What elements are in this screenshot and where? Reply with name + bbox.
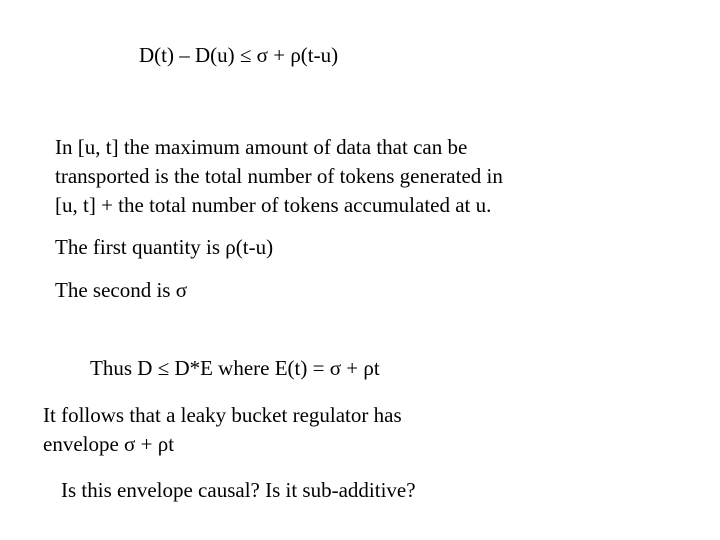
- paragraph-max-data: [55, 133, 503, 220]
- formula-heading: D(t) – D(u) ≤ σ + ρ(t-u): [139, 43, 339, 67]
- paragraph-line: In [u, t] the maximum amount of data that can be: [55, 135, 468, 159]
- paragraph-first-quantity: The first quantity is ρ(t-u): [55, 235, 274, 259]
- paragraph-line: envelope σ + ρt: [43, 432, 175, 456]
- paragraph-question: Is this envelope causal? Is it sub-additive?: [61, 478, 416, 502]
- paragraph-second-quantity: The second is σ: [55, 278, 188, 302]
- paragraph-line: [u, t] + the total number of tokens accumulated at u.: [55, 193, 492, 217]
- paragraph-thus: Thus D ≤ D*E where E(t) = σ + ρt: [90, 356, 380, 380]
- paragraph-leaky-bucket: [43, 401, 402, 459]
- paragraph-line: transported is the total number of tokens generated in: [55, 164, 503, 188]
- paragraph-line: It follows that a leaky bucket regulator has: [43, 403, 402, 427]
